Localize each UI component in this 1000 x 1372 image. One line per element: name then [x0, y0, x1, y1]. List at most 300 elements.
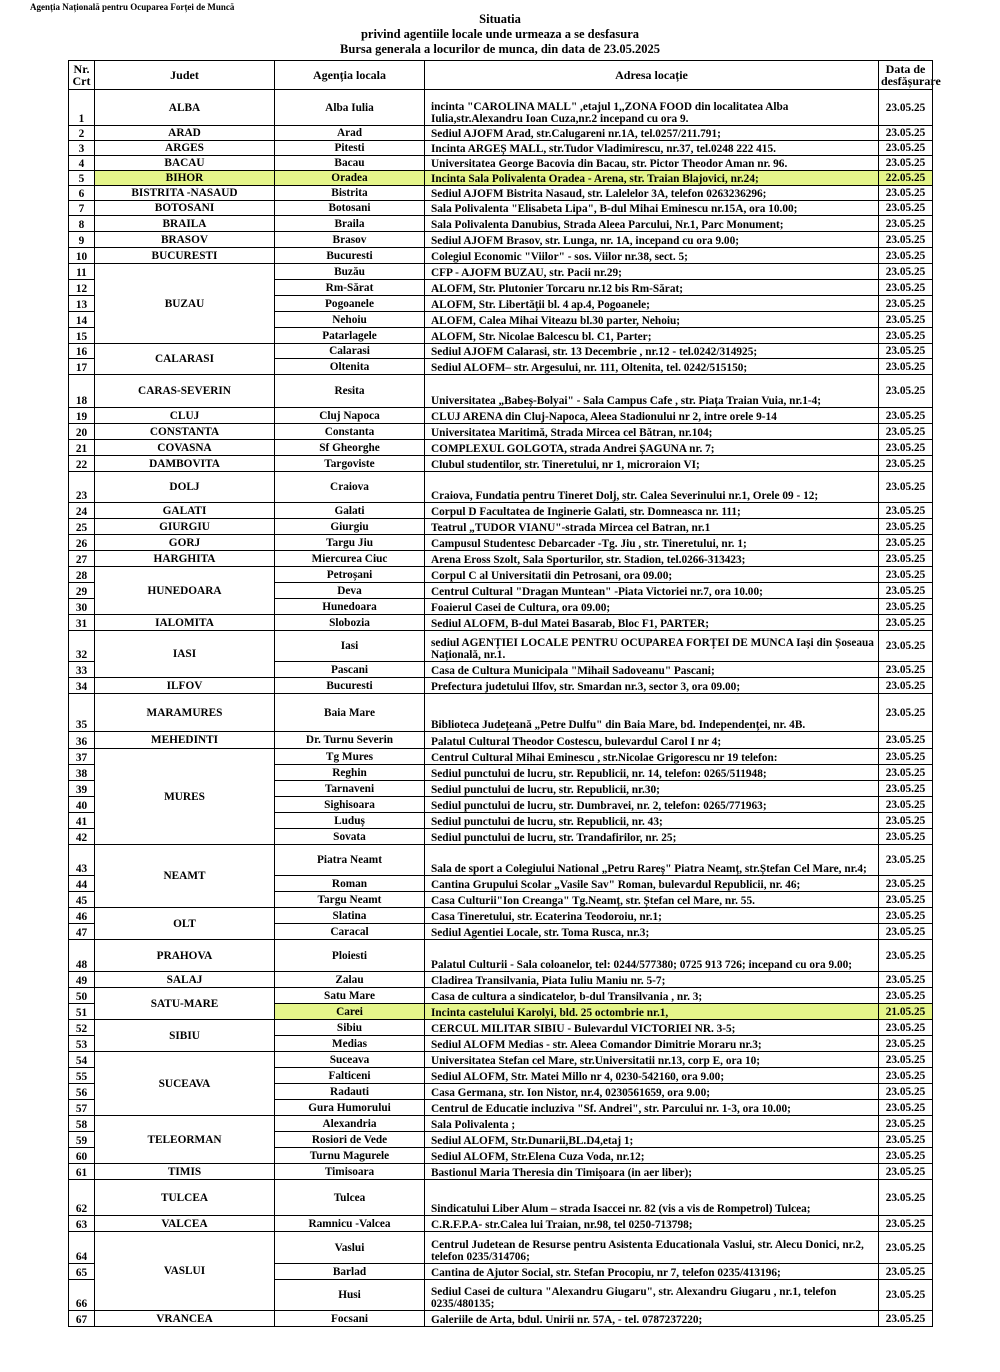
cell-data: 23.05.25 [879, 472, 933, 503]
cell-nr: 67 [69, 1311, 95, 1327]
cell-adresa: Sediul punctului de lucru, str. Trandafirilor, nr. 25; [425, 829, 879, 845]
cell-nr: 47 [69, 924, 95, 940]
table-row [69, 408, 933, 424]
cell-judet: GALATI [95, 503, 275, 519]
table-row [69, 988, 933, 1004]
cell-judet: GIURGIU [95, 519, 275, 535]
cell-nr: 16 [69, 344, 95, 359]
cell-agentie: Calarasi [275, 344, 425, 359]
title-line-2: privind agentiile locale unde urmeaza a se desfasura [360, 27, 640, 41]
cell-judet: IALOMITA [95, 615, 275, 631]
cell-nr: 23 [69, 472, 95, 503]
cell-adresa: Colegiul Economic "Viilor" - sos. Viilor nr.38, sect. 5; [425, 248, 879, 264]
cell-data: 23.05.25 [879, 1132, 933, 1148]
cell-adresa: Centrul de Educatie incluziva "Sf. Andrei", str. Parcului nr. 1-3, ora 10.00; [425, 1100, 879, 1116]
cell-agentie: Sibiu [275, 1020, 425, 1036]
cell-data: 23.05.25 [879, 503, 933, 519]
cell-adresa: Biblioteca Județeană „Petre Dulfu" din Baia Mare, bd. Independenței, nr. 4B. [425, 694, 879, 732]
cell-adresa: Sediul ALOFM– str. Argesului, nr. 111, Oltenita, tel. 0242/515150; [425, 359, 879, 375]
cell-agentie: Radauti [275, 1084, 425, 1100]
cell-adresa: ALOFM, Str. Nicolae Balcescu bl. C1, Parter; [425, 328, 879, 344]
table-row [69, 678, 933, 694]
cell-adresa: Universitatea Stefan cel Mare, str.Universitatii nr.13, corp E, ora 10; [425, 1052, 879, 1068]
cell-judet: MARAMURES [95, 694, 275, 732]
cell-agentie: Carei [275, 1004, 425, 1020]
cell-adresa: Sediul Agentiei Locale, str. Toma Rusca, nr.3; [425, 924, 879, 940]
cell-agentie: Medias [275, 1036, 425, 1052]
cell-nr: 24 [69, 503, 95, 519]
cell-judet: SATU-MARE [95, 988, 275, 1020]
cell-data: 23.05.25 [879, 988, 933, 1004]
cell-agentie: Pitesti [275, 141, 425, 156]
cell-adresa: Incinta Sala Polivalenta Oradea - Arena, str. Traian Blajovici, nr.24; [425, 171, 879, 186]
cell-agentie: Bucuresti [275, 248, 425, 264]
table-row [69, 141, 933, 156]
cell-agentie: Sovata [275, 829, 425, 845]
cell-adresa: Corpul C al Universitatii din Petrosani, ora 09.00; [425, 567, 879, 583]
cell-agentie: Piatra Neamt [275, 845, 425, 876]
cell-nr: 14 [69, 312, 95, 328]
table-row [69, 248, 933, 264]
cell-agentie: Deva [275, 583, 425, 599]
cell-data: 23.05.25 [879, 1068, 933, 1084]
cell-agentie: Timisoara [275, 1164, 425, 1180]
cell-nr: 12 [69, 280, 95, 296]
cell-adresa: Casa Germana, str. Ion Nistor, nr.4, 0230561659, ora 9.00; [425, 1084, 879, 1100]
cell-adresa: Sediul punctului de lucru, str. Dumbravei, nr. 2, telefon: 0265/771963; [425, 797, 879, 813]
cell-judet: BRASOV [95, 232, 275, 248]
cell-data: 23.05.25 [879, 972, 933, 988]
cell-data: 23.05.25 [879, 551, 933, 567]
cell-adresa: Sediul ALOFM, B-dul Matei Basarab, Bloc F1, PARTER; [425, 615, 879, 631]
cell-data: 23.05.25 [879, 732, 933, 749]
cell-nr: 45 [69, 892, 95, 908]
cell-data: 23.05.25 [879, 662, 933, 678]
cell-agentie: Satu Mare [275, 988, 425, 1004]
cell-data: 23.05.25 [879, 765, 933, 781]
cell-adresa: Sediul AJOFM Brasov, str. Lunga, nr. 1A, incepand cu ora 9.00; [425, 232, 879, 248]
cell-agentie: Botosani [275, 201, 425, 216]
cell-adresa: Cladirea Transilvania, Piata Iuliu Maniu nr. 5-7; [425, 972, 879, 988]
cell-nr: 36 [69, 732, 95, 749]
cell-adresa: Campusul Studentesc Debarcader -Tg. Jiu , str. Tineretului, nr. 1; [425, 535, 879, 551]
cell-agentie: Caracal [275, 924, 425, 940]
cell-adresa: COMPLEXUL GOLGOTA, strada Andrei ȘAGUNA nr. 7; [425, 440, 879, 456]
cell-judet: COVASNA [95, 440, 275, 456]
document-title [0, 12, 1000, 57]
cell-nr: 66 [69, 1280, 95, 1311]
table-row [69, 201, 933, 216]
table-row [69, 567, 933, 583]
cell-nr: 39 [69, 781, 95, 797]
cell-agentie: Nehoiu [275, 312, 425, 328]
cell-nr: 38 [69, 765, 95, 781]
cell-adresa: Bastionul Maria Theresia din Timișoara (in aer liber); [425, 1164, 879, 1180]
cell-judet: IASI [95, 631, 275, 678]
cell-adresa: Incinta castelului Karolyi, bld. 25 octombrie nr.1, [425, 1004, 879, 1020]
cell-agentie: Ploiesti [275, 940, 425, 972]
cell-nr: 33 [69, 662, 95, 678]
cell-data: 23.05.25 [879, 232, 933, 248]
cell-nr: 8 [69, 216, 95, 232]
cell-agentie: Reghin [275, 765, 425, 781]
cell-adresa: Casa de cultura a sindicatelor, b-dul Transilvania , nr. 3; [425, 988, 879, 1004]
table-row [69, 456, 933, 472]
cell-agentie: Rm-Sărat [275, 280, 425, 296]
cell-nr: 3 [69, 141, 95, 156]
cell-nr: 19 [69, 408, 95, 424]
table-row [69, 126, 933, 141]
cell-adresa: Sediul AJOFM Arad, str.Calugareni nr.1A, tel.0257/211.791; [425, 126, 879, 141]
cell-agentie: Roman [275, 876, 425, 892]
cell-adresa: Universitatea „Babeș-Bolyai" - Sala Campus Cafe , str. Piața Traian Vuia, nr.1-4; [425, 375, 879, 408]
cell-judet: CARAS-SEVERIN [95, 375, 275, 408]
cell-adresa: Galeriile de Arta, bdul. Unirii nr. 57A, - tel. 0787237220; [425, 1311, 879, 1327]
table-row [69, 90, 933, 126]
cell-agentie: Craiova [275, 472, 425, 503]
cell-judet: BISTRITA -NASAUD [95, 186, 275, 201]
cell-adresa: Sediul ALOFM, Str.Dunarii,BL.D4,etaj 1; [425, 1132, 879, 1148]
table-row [69, 1311, 933, 1327]
cell-adresa: Sediul ALOFM, Str.Elena Cuza Voda, nr.12; [425, 1148, 879, 1164]
cell-data: 23.05.25 [879, 631, 933, 662]
cell-nr: 1 [69, 90, 95, 126]
cell-agentie: Bucuresti [275, 678, 425, 694]
cell-data: 23.05.25 [879, 1232, 933, 1264]
cell-adresa: ALOFM, Calea Mihai Viteazu bl.30 parter, Nehoiu; [425, 312, 879, 328]
cell-agentie: Iasi [275, 631, 425, 662]
cell-adresa: Sala Polivalenta "Elisabeta Lipa", B-dul Mihai Eminescu nr.15A, ora 10.00; [425, 201, 879, 216]
cell-data: 23.05.25 [879, 678, 933, 694]
cell-judet: BUZAU [95, 264, 275, 344]
table-row [69, 424, 933, 440]
cell-agentie: Arad [275, 126, 425, 141]
cell-agentie: Bacau [275, 156, 425, 171]
table-row [69, 503, 933, 519]
cell-nr: 35 [69, 694, 95, 732]
cell-adresa: Sediul ALOFM, Str. Matei Millo nr 4, 0230-542160, ora 9.00; [425, 1068, 879, 1084]
cell-data: 23.05.25 [879, 694, 933, 732]
table-row [69, 519, 933, 535]
cell-nr: 34 [69, 678, 95, 694]
cell-data: 23.05.25 [879, 1036, 933, 1052]
cell-agentie: Barlad [275, 1264, 425, 1280]
cell-data: 23.05.25 [879, 924, 933, 940]
cell-agentie: Tarnaveni [275, 781, 425, 797]
cell-adresa: Palatul Cultural Theodor Costescu, bulevardul Carol I nr 4; [425, 732, 879, 749]
cell-agentie: Petroșani [275, 567, 425, 583]
cell-data: 23.05.25 [879, 1020, 933, 1036]
cell-nr: 48 [69, 940, 95, 972]
cell-agentie: Slobozia [275, 615, 425, 631]
table-row [69, 375, 933, 408]
cell-nr: 60 [69, 1148, 95, 1164]
table-row [69, 156, 933, 171]
cell-nr: 9 [69, 232, 95, 248]
cell-data: 23.05.25 [879, 599, 933, 615]
cell-nr: 65 [69, 1264, 95, 1280]
cell-judet: OLT [95, 908, 275, 940]
cell-nr: 21 [69, 440, 95, 456]
table-row [69, 615, 933, 631]
cell-data: 23.05.25 [879, 186, 933, 201]
cell-agentie: Baia Mare [275, 694, 425, 732]
cell-agentie: Targu Jiu [275, 535, 425, 551]
cell-nr: 5 [69, 171, 95, 186]
column-header-adresa: Adresa locație [425, 61, 879, 90]
cell-judet: DOLJ [95, 472, 275, 503]
cell-data: 23.05.25 [879, 908, 933, 924]
title-line-3: Bursa generala a locurilor de munca, din data de 23.05.2025 [340, 42, 660, 56]
cell-adresa: Prefectura judetului Ilfov, str. Smardan nr.3, sector 3, ora 09.00; [425, 678, 879, 694]
cell-agentie: Pascani [275, 662, 425, 678]
table-row [69, 216, 933, 232]
cell-data: 23.05.25 [879, 280, 933, 296]
cell-adresa: Sala de sport a Colegiului National „Petru Rareș" Piatra Neamț, str.Ștefan Cel Mare, nr.4; [425, 845, 879, 876]
cell-data: 23.05.25 [879, 264, 933, 280]
cell-data: 23.05.25 [879, 1052, 933, 1068]
cell-adresa: Corpul D Facultatea de Inginerie Galati, str. Domneasca nr. 111; [425, 503, 879, 519]
cell-agentie: Resita [275, 375, 425, 408]
cell-data: 23.05.25 [879, 567, 933, 583]
table-row [69, 535, 933, 551]
cell-adresa: Sindicatului Liber Alum – strada Isaccei nr. 82 (vis a vis de Rompetrol) Tulcea; [425, 1180, 879, 1216]
cell-data: 23.05.25 [879, 1116, 933, 1132]
table-header-row [69, 61, 933, 90]
cell-data: 23.05.25 [879, 615, 933, 631]
cell-adresa: Cantina de Ajutor Social, str. Stefan Procopiu, nr 7, telefon 0235/413196; [425, 1264, 879, 1280]
cell-adresa: Sala Polivalenta ; [425, 1116, 879, 1132]
column-header-judet: Judet [95, 61, 275, 90]
cell-judet: DAMBOVITA [95, 456, 275, 472]
cell-nr: 13 [69, 296, 95, 312]
table-row [69, 694, 933, 732]
cell-judet: TIMIS [95, 1164, 275, 1180]
table-row [69, 1164, 933, 1180]
cell-adresa: Foaierul Casei de Cultura, ora 09.00; [425, 599, 879, 615]
cell-data: 23.05.25 [879, 829, 933, 845]
cell-judet: GORJ [95, 535, 275, 551]
cell-adresa: Sediul punctului de lucru, str. Republicii, nr. 43; [425, 813, 879, 829]
cell-agentie: Falticeni [275, 1068, 425, 1084]
cell-adresa: sediul AGENȚIEI LOCALE PENTRU OCUPAREA FORȚEI DE MUNCA Iași din Șoseaua Națională, nr.1. [425, 631, 879, 662]
table-row [69, 1020, 933, 1036]
cell-agentie: Focsani [275, 1311, 425, 1327]
table-row [69, 232, 933, 248]
cell-nr: 32 [69, 631, 95, 662]
cell-data: 21.05.25 [879, 1004, 933, 1020]
title-line-1: Situatia [479, 12, 521, 26]
cell-nr: 41 [69, 813, 95, 829]
cell-data: 23.05.25 [879, 201, 933, 216]
cell-judet: ARGES [95, 141, 275, 156]
table-row [69, 940, 933, 972]
cell-agentie: Oradea [275, 171, 425, 186]
cell-data: 23.05.25 [879, 1180, 933, 1216]
cell-agentie: Patarlagele [275, 328, 425, 344]
cell-data: 23.05.25 [879, 1148, 933, 1164]
cell-nr: 4 [69, 156, 95, 171]
cell-judet: SALAJ [95, 972, 275, 988]
cell-agentie: Targoviste [275, 456, 425, 472]
cell-judet: TELEORMAN [95, 1116, 275, 1164]
table-row [69, 845, 933, 876]
cell-judet: BOTOSANI [95, 201, 275, 216]
cell-adresa: Cantina Grupului Scolar „Vasile Sav" Roman, bulevardul Republicii, nr. 46; [425, 876, 879, 892]
cell-nr: 6 [69, 186, 95, 201]
cell-nr: 56 [69, 1084, 95, 1100]
cell-agentie: Alba Iulia [275, 90, 425, 126]
cell-adresa: Centrul Judetean de Resurse pentru Asistenta Educationala Vaslui, str. Alecu Donici, nr.2, telefon 0235/314706; [425, 1232, 879, 1264]
cell-adresa: ALOFM, Str. Plutonier Torcaru nr.12 bis Rm-Sărat; [425, 280, 879, 296]
table-row [69, 1116, 933, 1132]
cell-adresa: Centrul Cultural Mihai Eminescu , str.Nicolae Grigorescu nr 19 telefon: [425, 749, 879, 765]
cell-data: 23.05.25 [879, 1084, 933, 1100]
cell-judet: BUCURESTI [95, 248, 275, 264]
cell-agentie: Constanta [275, 424, 425, 440]
cell-nr: 25 [69, 519, 95, 535]
cell-agentie: Slatina [275, 908, 425, 924]
cell-data: 23.05.25 [879, 456, 933, 472]
cell-nr: 22 [69, 456, 95, 472]
cell-nr: 11 [69, 264, 95, 280]
cell-nr: 49 [69, 972, 95, 988]
table-row [69, 344, 933, 359]
cell-data: 23.05.25 [879, 519, 933, 535]
cell-adresa: Teatrul „TUDOR VIANU"-strada Mircea cel Batran, nr.1 [425, 519, 879, 535]
cell-adresa: Sediul Casei de cultura "Alexandru Giugaru", str. Alexandru Giugaru , nr.1, telefon 0235/480135; [425, 1280, 879, 1311]
cell-data: 23.05.25 [879, 1311, 933, 1327]
cell-nr: 29 [69, 583, 95, 599]
table-body [69, 90, 933, 1327]
cell-agentie: Zalau [275, 972, 425, 988]
cell-data: 23.05.25 [879, 535, 933, 551]
cell-agentie: Cluj Napoca [275, 408, 425, 424]
cell-nr: 63 [69, 1216, 95, 1232]
cell-adresa: Palatul Culturii - Sala coloanelor, tel: 0244/577380; 0725 913 726; incepand cu ora 9.00; [425, 940, 879, 972]
cell-adresa: Sediul AJOFM Bistrita Nasaud, str. Lalelelor 3A, telefon 0263236296; [425, 186, 879, 201]
cell-data: 23.05.25 [879, 424, 933, 440]
cell-nr: 64 [69, 1232, 95, 1264]
cell-data: 23.05.25 [879, 781, 933, 797]
cell-adresa: incinta "CAROLINA MALL" ,etajul 1,,ZONA FOOD din localitatea Alba Iulia,str.Alexandru Ioan Cuza,nr.2 incepand cu ora 9. [425, 90, 879, 126]
cell-agentie: Rosiori de Vede [275, 1132, 425, 1148]
cell-adresa: Sediul AJOFM Calarasi, str. 13 Decembrie , nr.12 - tel.0242/314925; [425, 344, 879, 359]
cell-judet: VALCEA [95, 1216, 275, 1232]
cell-data: 23.05.25 [879, 892, 933, 908]
agency-name: Agenția Națională pentru Ocuparea Forței de Muncă [30, 2, 235, 12]
cell-agentie: Oltenita [275, 359, 425, 375]
cell-judet: ARAD [95, 126, 275, 141]
cell-data: 23.05.25 [879, 1264, 933, 1280]
cell-judet: HUNEDOARA [95, 567, 275, 615]
cell-nr: 53 [69, 1036, 95, 1052]
cell-nr: 54 [69, 1052, 95, 1068]
table-row [69, 1216, 933, 1232]
cell-data: 23.05.25 [879, 312, 933, 328]
cell-data: 23.05.25 [879, 156, 933, 171]
cell-adresa: ALOFM, Str. Libertății bl. 4 ap.4, Pogoanele; [425, 296, 879, 312]
cell-data: 23.05.25 [879, 440, 933, 456]
cell-nr: 57 [69, 1100, 95, 1116]
cell-data: 23.05.25 [879, 1280, 933, 1311]
cell-data: 23.05.25 [879, 408, 933, 424]
cell-judet: BACAU [95, 156, 275, 171]
cell-judet: BIHOR [95, 171, 275, 186]
cell-nr: 62 [69, 1180, 95, 1216]
cell-nr: 30 [69, 599, 95, 615]
cell-nr: 10 [69, 248, 95, 264]
cell-adresa: Incinta ARGEȘ MALL, str.Tudor Vladimirescu, nr.37, tel.0248 222 415. [425, 141, 879, 156]
cell-data: 23.05.25 [879, 248, 933, 264]
cell-judet: PRAHOVA [95, 940, 275, 972]
cell-judet: BRAILA [95, 216, 275, 232]
cell-judet: CLUJ [95, 408, 275, 424]
table-row [69, 1232, 933, 1264]
cell-judet: SIBIU [95, 1020, 275, 1052]
cell-nr: 40 [69, 797, 95, 813]
cell-judet: CONSTANTA [95, 424, 275, 440]
cell-data: 23.05.25 [879, 813, 933, 829]
cell-data: 23.05.25 [879, 845, 933, 876]
table-row [69, 631, 933, 662]
table-row [69, 472, 933, 503]
cell-nr: 50 [69, 988, 95, 1004]
cell-agentie: Miercurea Ciuc [275, 551, 425, 567]
cell-data: 23.05.25 [879, 296, 933, 312]
cell-data: 23.05.25 [879, 583, 933, 599]
cell-data: 23.05.25 [879, 876, 933, 892]
cell-data: 23.05.25 [879, 797, 933, 813]
table-row [69, 186, 933, 201]
cell-adresa: Universitatea Maritimă, Strada Mircea cel Bătran, nr.104; [425, 424, 879, 440]
cell-data: 23.05.25 [879, 1216, 933, 1232]
cell-adresa: CFP - AJOFM BUZAU, str. Pacii nr.29; [425, 264, 879, 280]
cell-nr: 44 [69, 876, 95, 892]
cell-nr: 42 [69, 829, 95, 845]
cell-agentie: Dr. Turnu Severin [275, 732, 425, 749]
cell-adresa: C.R.F.P.A- str.Calea lui Traian, nr.98, tel 0250-713798; [425, 1216, 879, 1232]
cell-judet: HARGHITA [95, 551, 275, 567]
cell-judet: VASLUI [95, 1232, 275, 1311]
cell-judet: MURES [95, 749, 275, 845]
cell-adresa: Sediul punctului de lucru, str. Republicii, nr.30; [425, 781, 879, 797]
cell-agentie: Tg Mures [275, 749, 425, 765]
cell-data: 22.05.25 [879, 171, 933, 186]
cell-agentie: Alexandria [275, 1116, 425, 1132]
cell-nr: 43 [69, 845, 95, 876]
table-row [69, 749, 933, 765]
column-header-data: Data de desfășurare [879, 61, 933, 90]
cell-data: 23.05.25 [879, 141, 933, 156]
cell-nr: 58 [69, 1116, 95, 1132]
cell-nr: 27 [69, 551, 95, 567]
cell-agentie: Brasov [275, 232, 425, 248]
cell-data: 23.05.25 [879, 216, 933, 232]
cell-nr: 2 [69, 126, 95, 141]
cell-nr: 17 [69, 359, 95, 375]
cell-data: 23.05.25 [879, 126, 933, 141]
table-row [69, 551, 933, 567]
cell-nr: 28 [69, 567, 95, 583]
cell-adresa: Sediul ALOFM Medias - str. Aleea Comandor Dimitrie Moraru nr.3; [425, 1036, 879, 1052]
table-row [69, 1180, 933, 1216]
cell-agentie: Braila [275, 216, 425, 232]
cell-agentie: Pogoanele [275, 296, 425, 312]
table-row [69, 908, 933, 924]
cell-adresa: Sediul punctului de lucru, str. Republicii, nr. 14, telefon: 0265/511948; [425, 765, 879, 781]
cell-adresa: Clubul studentilor, str. Tineretului, nr 1, microraion VI; [425, 456, 879, 472]
